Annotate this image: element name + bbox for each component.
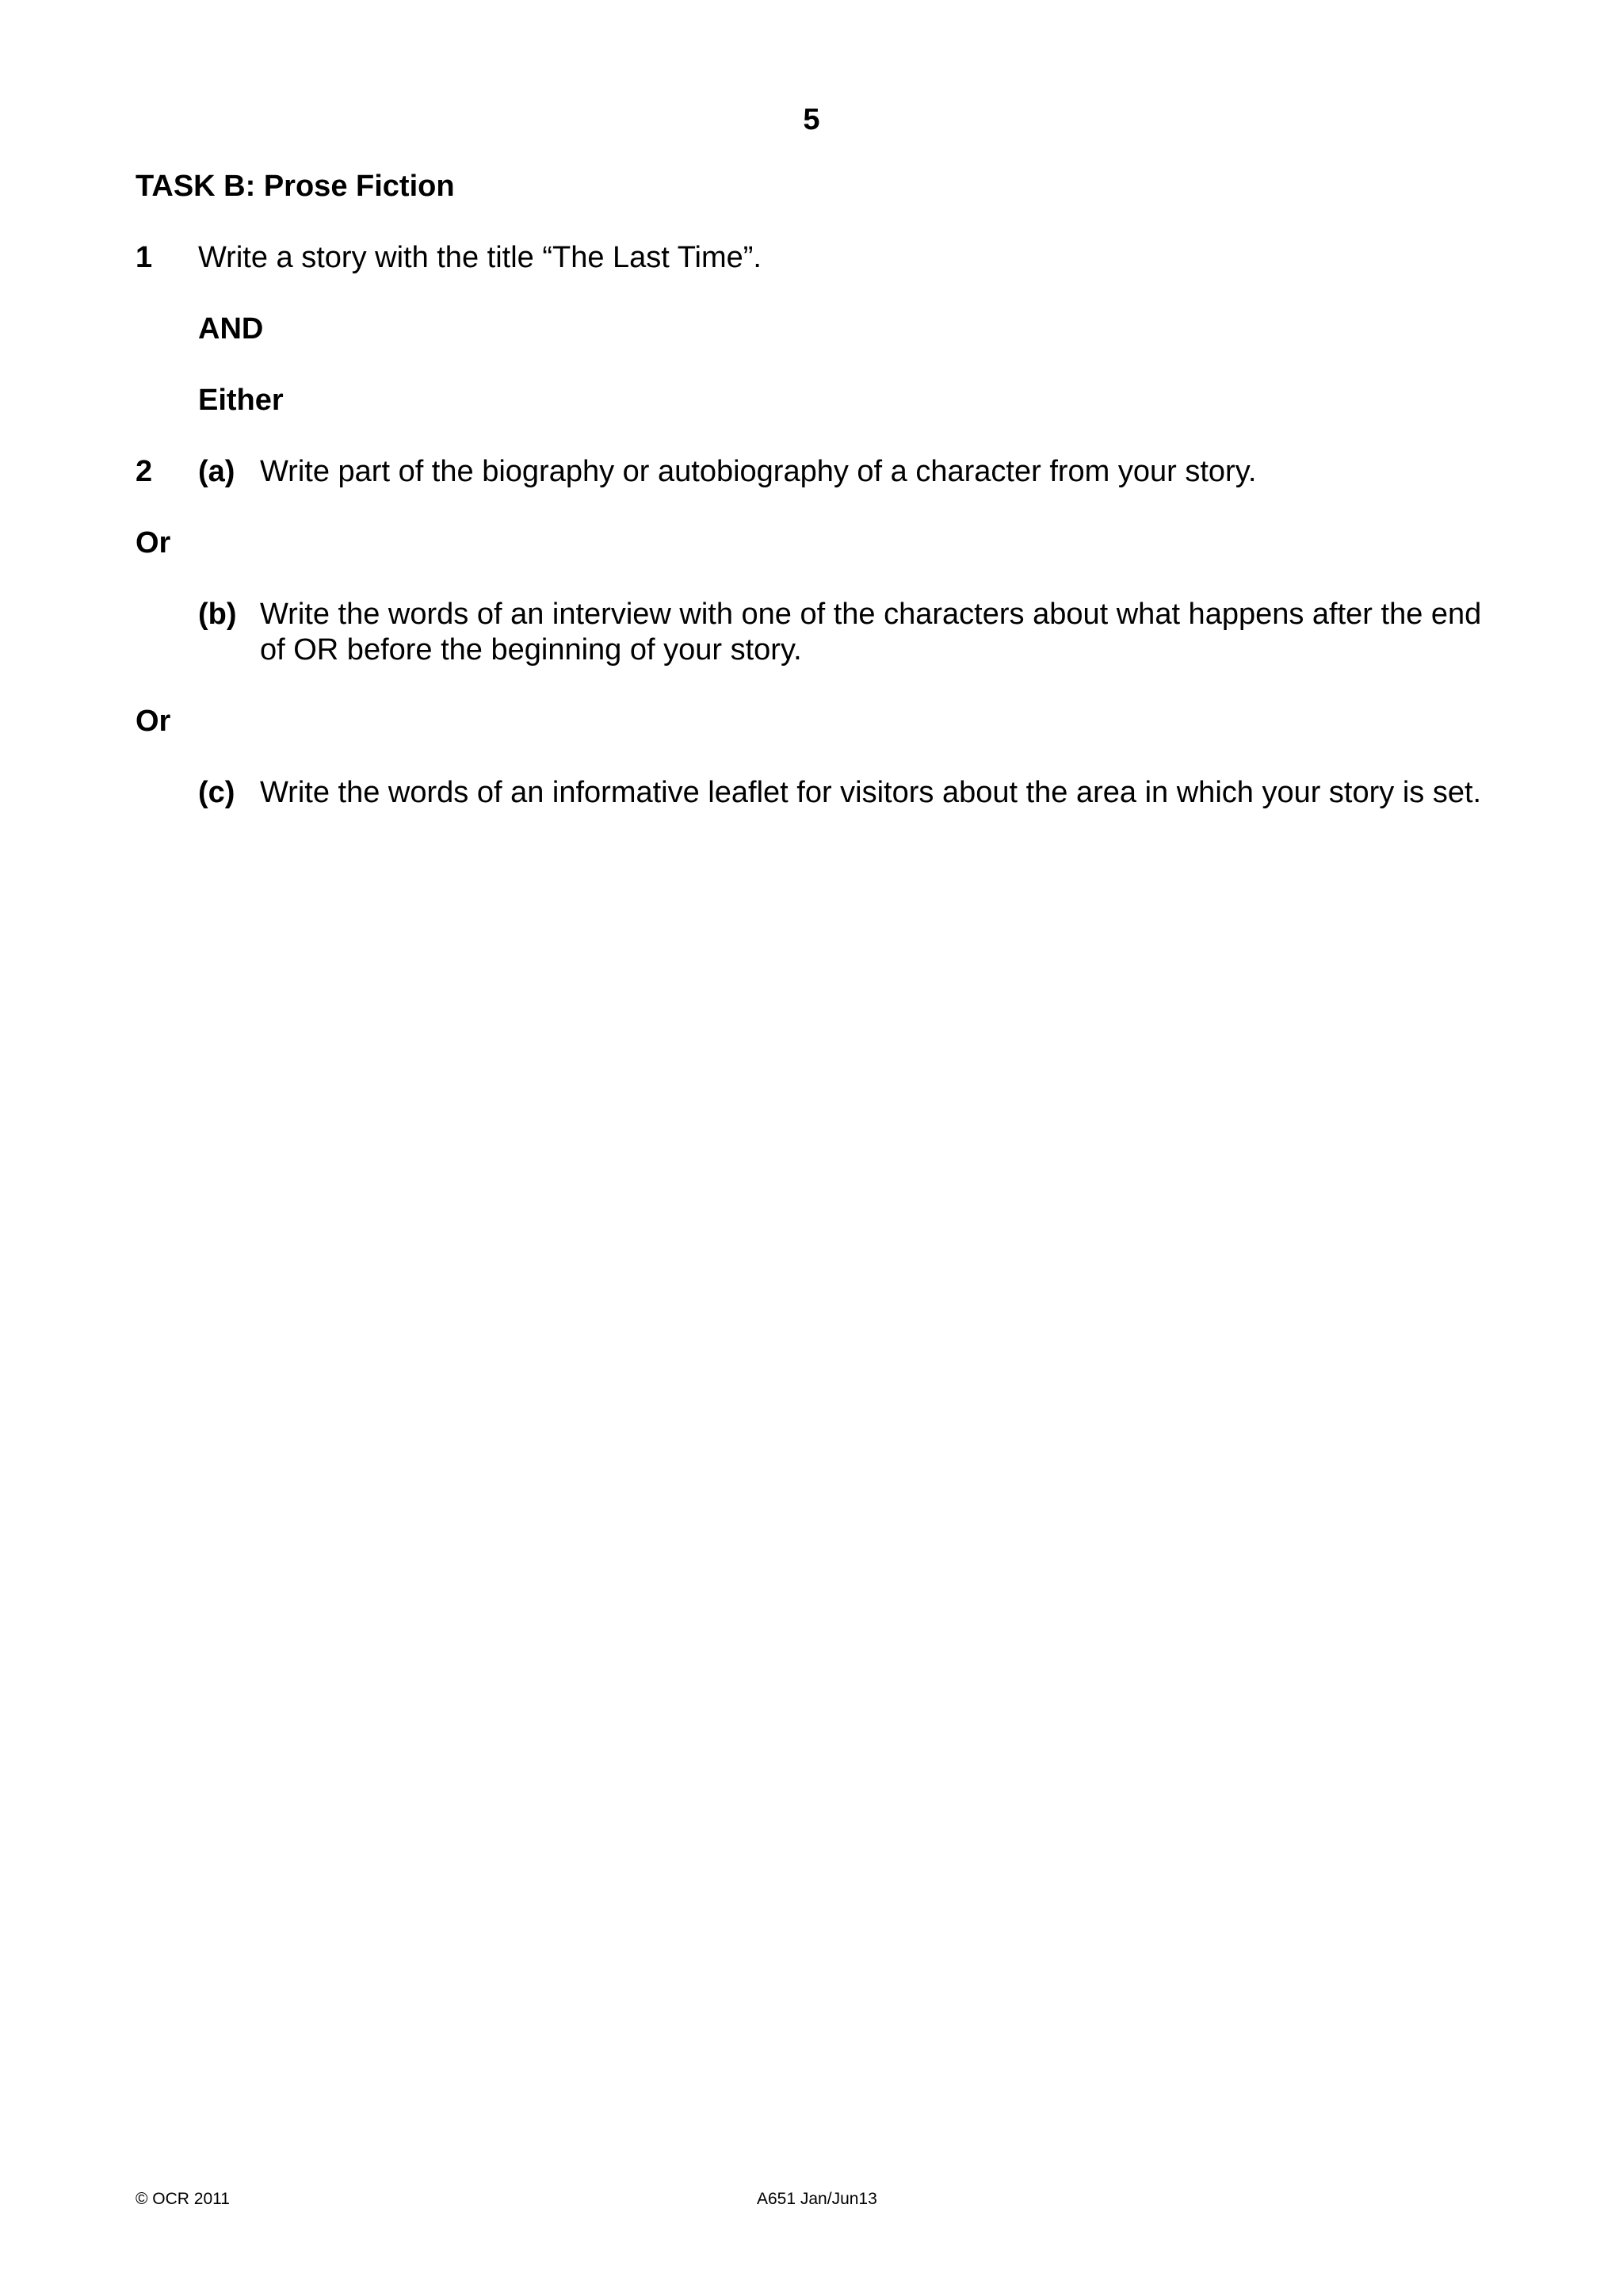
question-2a-text: Write part of the biography or autobiography of a character from your story. bbox=[260, 455, 1257, 488]
footer-paper-code: A651 Jan/Jun13 bbox=[757, 2190, 877, 2208]
page-number: 5 bbox=[803, 103, 820, 136]
question-2c-label: (c) bbox=[198, 776, 235, 809]
question-2b-text-line-2: of OR before the beginning of your story. bbox=[260, 633, 802, 667]
question-1-text: Write a story with the title “The Last Time”. bbox=[198, 241, 762, 274]
question-2b-label: (b) bbox=[198, 598, 237, 631]
question-2a-label: (a) bbox=[198, 455, 235, 488]
either-label: Either bbox=[198, 384, 284, 417]
footer-copyright: © OCR 2011 bbox=[136, 2190, 230, 2208]
and-label: AND bbox=[198, 312, 264, 346]
question-2c-text: Write the words of an informative leaflet for visitors about the area in which your story is set. bbox=[260, 776, 1482, 809]
or-label-2: Or bbox=[136, 705, 171, 738]
question-2b-text-line-1: Write the words of an interview with one of the characters about what happens after the end bbox=[260, 598, 1482, 631]
section-title: TASK B: Prose Fiction bbox=[136, 170, 455, 203]
question-1-number: 1 bbox=[136, 241, 153, 274]
or-label-1: Or bbox=[136, 526, 171, 560]
question-2-number: 2 bbox=[136, 455, 153, 488]
